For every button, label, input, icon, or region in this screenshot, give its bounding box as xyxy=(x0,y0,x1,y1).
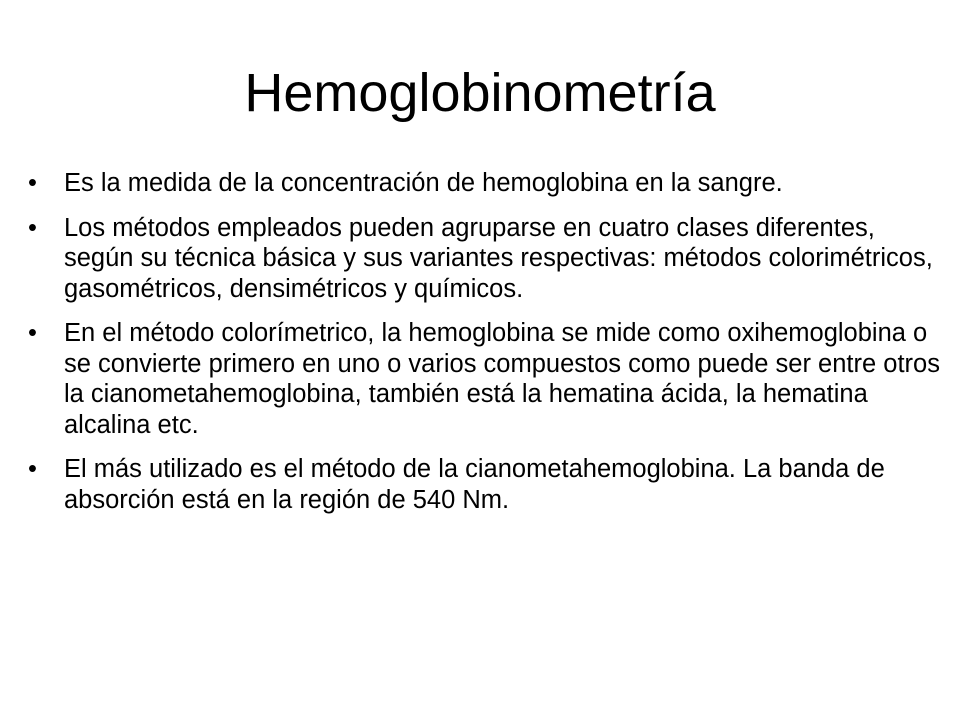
bullet-text: Los métodos empleados pueden agruparse en cuatro clases diferentes, según su técnica básica y sus variantes respectivas: métodos colorimétricos, gasométricos, densimétricos y químicos. xyxy=(64,213,933,303)
bullet-item xyxy=(28,318,940,440)
bullet-item xyxy=(28,213,940,305)
slide-title: Hemoglobinometría xyxy=(244,63,716,123)
bullet-icon: • xyxy=(28,213,37,242)
bullet-text: El más utilizado es el método de la cianometahemoglobina. La banda de absorción está en la región de 540 Nm. xyxy=(64,455,885,514)
bullet-text: Es la medida de la concentración de hemoglobina en la sangre. xyxy=(64,169,783,197)
bullet-icon: • xyxy=(28,319,37,347)
bullet-icon: • xyxy=(28,455,37,483)
bullet-item xyxy=(28,454,940,515)
bullet-item xyxy=(28,168,940,199)
bullet-icon: • xyxy=(28,169,37,197)
bullet-text: En el método colorímetrico, la hemoglobina se mide como oxihemoglobina o se convierte primero en uno o varios compuestos como puede ser entre otros la cianometahemoglobina, también está la hematina ácida, la hematina alcalina etc. xyxy=(64,319,940,439)
bullet-list xyxy=(28,168,940,529)
